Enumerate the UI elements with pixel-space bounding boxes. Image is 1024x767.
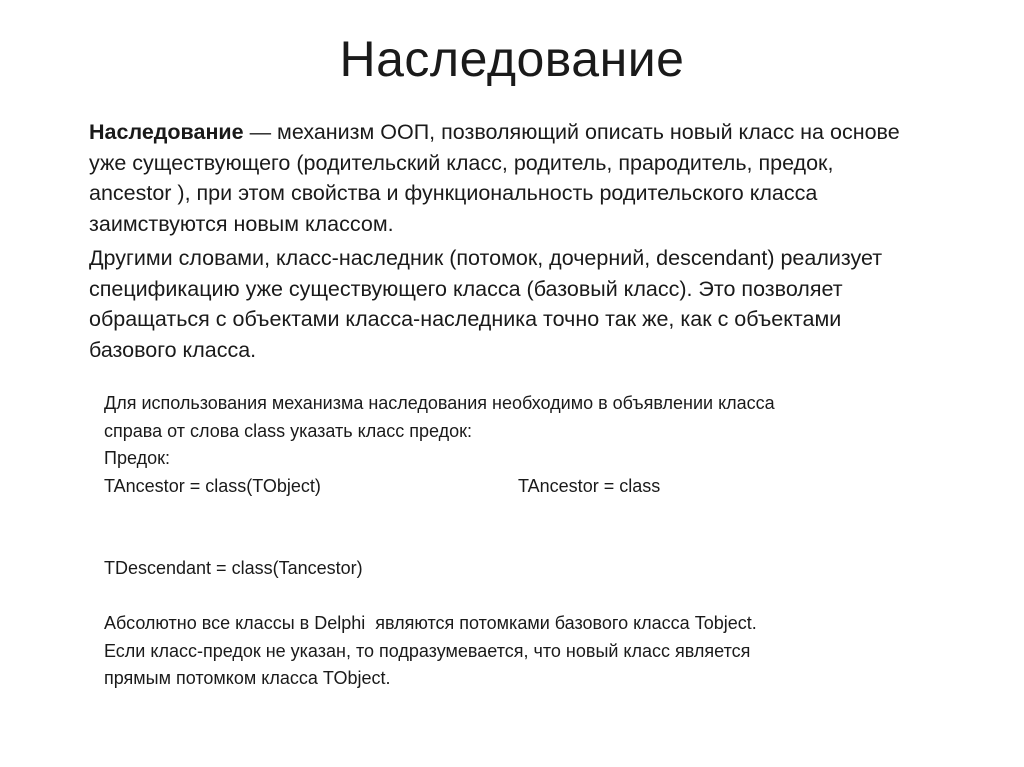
ancestor-declaration-alt: TAncestor = class — [518, 475, 661, 496]
usage-line-1: Для использования механизма наследования необходимо в объявлении класса — [104, 393, 775, 413]
ancestor-label: Предок: — [104, 448, 170, 468]
paragraph-explanation: Другими словами, класс-наследник (потомок, дочерний, descendant) реализует спецификацию уже существующего класса (базовый класс). Это позволяет обращаться с объектами класса-наследника точно так же, как с объектами базового класса. — [89, 246, 883, 362]
note-line-2: Если класс-предок не указан, то подразумевается, что новый класс является — [104, 640, 751, 661]
descendant-declaration: TDescendant = class(Tancestor) — [104, 558, 363, 578]
note-line-1: Абсолютно все классы в Delphi являются потомками базового класса Tobject. — [104, 613, 757, 633]
spacer — [104, 500, 924, 555]
definition-term: Наследование — [89, 120, 244, 144]
intro-text — [89, 117, 919, 365]
spacer — [104, 583, 924, 611]
slide-title: Наследование — [339, 31, 685, 87]
code-block — [104, 390, 924, 693]
ancestor-declaration: TAncestor = class(TObject) — [104, 475, 321, 496]
paragraph-definition — [89, 117, 919, 239]
definition-text: — механизм ООП, позволяющий описать новый класс на основе уже существующего (родительский класс, родитель, прародитель, предок, ancestor ), при этом свойства и функциональность родительского класса заимствуются новым классом. — [89, 120, 900, 236]
note-line-3: прямым потомком класса TObject. — [104, 668, 391, 688]
ancestor-declarations — [104, 473, 924, 501]
usage-line-2: справа от слова class указать класс предок: — [104, 420, 473, 441]
